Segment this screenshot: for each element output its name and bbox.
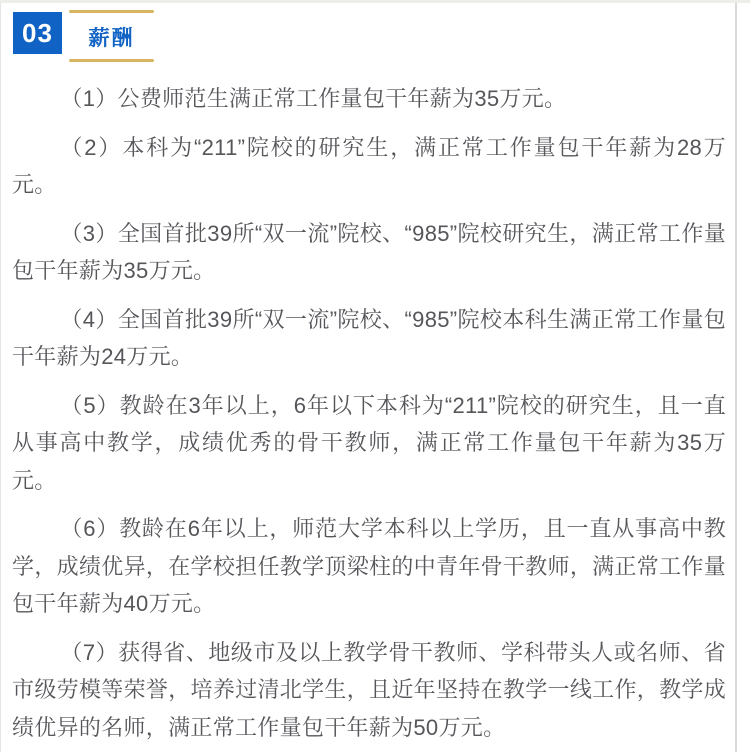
- section-header: [13, 10, 750, 62]
- salary-paragraph-2: （2）本科为“211”院校的研究生，满正常工作量包干年薪为28万元。: [12, 134, 726, 197]
- section-number: 03: [22, 17, 53, 48]
- salary-paragraph-4: （4）全国首批39所“双一流”院校、“985”院校本科生满正常工作量包干年薪为24万元。: [12, 306, 726, 369]
- salary-paragraph-1: （1）公费师范生满正常工作量包干年薪为35万元。: [60, 86, 567, 111]
- salary-paragraph-7: （7）获得省、地级市及以上教学骨干教师、学科带头人或名师、省市级劳模等荣誉，培养过清北学生，且近年坚持在教学一线工作，教学成绩优异的名师，满正常工作量包干年薪为50万元。: [12, 639, 726, 740]
- salary-paragraph-6: （6）教龄在6年以上，师范大学本科以上学历，且一直从事高中教学，成绩优异，在学校担任教学顶梁柱的中青年骨干教师，满正常工作量包干年薪为40万元。: [12, 516, 726, 616]
- page-right-edge-line: [735, 3, 737, 752]
- title-rule-bottom: [69, 59, 154, 62]
- section-title-block: [69, 10, 154, 62]
- section-number-badge: [13, 12, 62, 54]
- salary-paragraph-5: （5）教龄在3年以上，6年以下本科为“211”院校的研究生，且一直从事高中教学，成绩优秀的骨干教师，满正常工作量包干年薪为35万元。: [12, 392, 726, 493]
- page-left-edge-line: [0, 3, 1, 752]
- salary-paragraph-3: （3）全国首批39所“双一流”院校、“985”院校研究生，满正常工作量包干年薪为35万元。: [12, 220, 726, 283]
- salary-content: [0, 62, 750, 746]
- section-title: 薪酬: [88, 27, 135, 50]
